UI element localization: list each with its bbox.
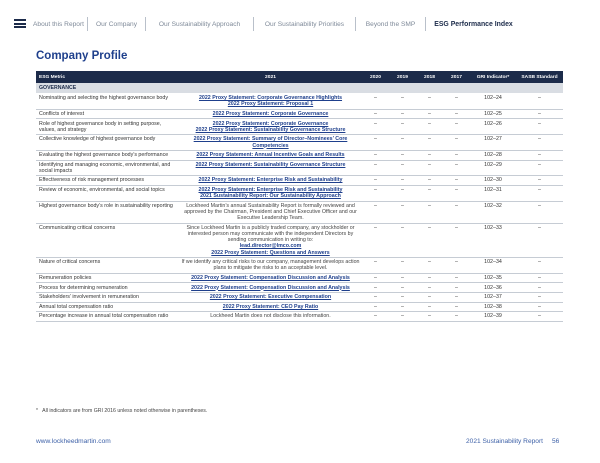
reference-cell (179, 94, 362, 109)
value-y2020: – (374, 294, 377, 301)
gri-indicator-cell: 102–26 (484, 120, 502, 127)
hamburger-menu-icon[interactable] (14, 19, 26, 28)
metric-cell: Percentage increase in annual total compensation ratio (39, 313, 169, 320)
gri-indicator-cell: 102–32 (484, 202, 502, 209)
value-y2017: – (455, 120, 458, 127)
value-y2017: – (455, 294, 458, 301)
reference-cell (179, 274, 362, 283)
gri-indicator-cell: 102–31 (484, 187, 502, 194)
header-sasb-standard: SASB Standard (521, 74, 558, 80)
tab-our-sustainability-approach[interactable]: Our Sustainability Approach (146, 17, 254, 31)
value-y2019: – (401, 161, 404, 168)
table-row (36, 293, 563, 303)
sasb-standard-cell: – (538, 152, 541, 159)
metric-cell: Remuneration policies (39, 274, 92, 281)
sasb-standard-cell: – (538, 274, 541, 281)
reference-cell (179, 202, 362, 223)
esg-table (36, 71, 563, 322)
value-y2020: – (374, 187, 377, 194)
header-gri-indicator: GRI Indicator* (476, 74, 510, 80)
header-2021: 2021 (265, 74, 276, 80)
value-y2019: – (401, 177, 404, 184)
gri-indicator-cell: 102–27 (484, 136, 502, 143)
value-y2019: – (401, 224, 404, 231)
reference-cell (179, 110, 362, 119)
value-y2018: – (428, 95, 431, 102)
reference-cell (179, 186, 362, 201)
metric-cell: Process for determining remuneration (39, 284, 128, 291)
header-esg-metric: ESG Metric (39, 74, 66, 80)
sasb-standard-cell: – (538, 202, 541, 209)
value-y2018: – (428, 120, 431, 127)
value-y2020: – (374, 120, 377, 127)
value-y2020: – (374, 161, 377, 168)
value-y2018: – (428, 274, 431, 281)
value-y2018: – (428, 259, 431, 266)
metric-cell: Role of highest governance body in setting purpose, values, and strategy (39, 120, 162, 133)
reference-link[interactable]: 2022 Proxy Statement: Corporate Governance Highlights (198, 95, 343, 102)
reference-link[interactable]: 2022 Proxy Statement: Compensation Discussion and Analysis (191, 274, 350, 281)
value-y2018: – (428, 110, 431, 117)
tab-about-this-report[interactable]: About this Report (30, 17, 88, 31)
reference-cell (179, 312, 362, 321)
footnote (36, 408, 207, 414)
value-y2017: – (455, 110, 458, 117)
gri-indicator-cell: 102–30 (484, 177, 502, 184)
value-y2018: – (428, 294, 431, 301)
header-2019: 2019 (397, 74, 408, 80)
table-row (36, 161, 563, 177)
metric-cell: Highest governance body’s role in sustainability reporting (39, 202, 173, 209)
value-y2017: – (455, 161, 458, 168)
reference-link[interactable]: 2022 Proxy Statement: Proposal 1 (227, 101, 314, 108)
sasb-standard-cell: – (538, 313, 541, 320)
value-y2018: – (428, 161, 431, 168)
reference-cell (179, 119, 362, 134)
page-title: Company Profile (36, 50, 128, 62)
gri-indicator-cell: 102–34 (484, 259, 502, 266)
sasb-standard-cell: – (538, 294, 541, 301)
table-body (36, 94, 563, 322)
value-y2017: – (455, 274, 458, 281)
table-row (36, 135, 563, 151)
sasb-standard-cell: – (538, 110, 541, 117)
metric-cell: Collective knowledge of highest governance body (39, 136, 156, 143)
gri-indicator-cell: 102–28 (484, 152, 502, 159)
value-y2020: – (374, 152, 377, 159)
metric-cell: Communicating critical concerns (39, 224, 116, 231)
value-y2017: – (455, 152, 458, 159)
sasb-standard-cell: – (538, 136, 541, 143)
table-row (36, 258, 563, 274)
sasb-standard-cell: – (538, 177, 541, 184)
reference-link[interactable]: lead.director@lmco.com (239, 243, 302, 250)
reference-cell (179, 161, 362, 176)
reference-link[interactable]: 2022 Proxy Statement: CEO Pay Ratio (222, 303, 319, 310)
metric-cell: Identifying and managing economic, environmental, and social impacts (39, 161, 171, 174)
value-y2018: – (428, 177, 431, 184)
table-row (36, 202, 563, 224)
gri-indicator-cell: 102–37 (484, 294, 502, 301)
value-y2020: – (374, 274, 377, 281)
value-y2017: – (455, 284, 458, 291)
tab-our-sustainability-priorities[interactable]: Our Sustainability Priorities (254, 17, 356, 31)
table-row (36, 110, 563, 120)
value-y2018: – (428, 303, 431, 310)
value-y2018: – (428, 284, 431, 291)
footer-report-title: 2021 Sustainability Report (466, 438, 543, 445)
value-y2017: – (455, 95, 458, 102)
reference-link[interactable]: 2022 Proxy Statement: Corporate Governance (212, 120, 329, 127)
sasb-standard-cell: – (538, 303, 541, 310)
reference-link[interactable]: 2022 Proxy Statement: Annual Incentive Goals and Results (196, 152, 345, 159)
metric-cell: Nature of critical concerns (39, 259, 101, 266)
reference-link[interactable]: 2022 Proxy Statement: Summary of Director–Nominees’ Core Competencies (193, 136, 348, 149)
reference-link[interactable]: 2022 Proxy Statement: Sustainability Governance Structure (195, 161, 346, 168)
gri-indicator-cell: 102–33 (484, 224, 502, 231)
value-y2019: – (401, 120, 404, 127)
reference-link[interactable]: 2022 Proxy Statement: Executive Compensation (209, 294, 332, 301)
metric-cell: Nominating and selecting the highest governance body (39, 95, 168, 102)
value-y2020: – (374, 95, 377, 102)
metric-cell: Conflicts of interest (39, 110, 85, 117)
gri-indicator-cell: 102–25 (484, 110, 502, 117)
reference-link[interactable]: 2022 Proxy Statement: Enterprise Risk and Sustainability (198, 187, 343, 194)
reference-link[interactable]: 2022 Proxy Statement: Sustainability Governance Structure (195, 126, 346, 133)
value-y2018: – (428, 313, 431, 320)
reference-cell (179, 224, 362, 257)
sasb-standard-cell: – (538, 259, 541, 266)
table-row (36, 303, 563, 313)
table-row (36, 94, 563, 110)
tab-our-company[interactable]: Our Company (88, 17, 146, 31)
top-navigation (0, 0, 600, 44)
value-y2020: – (374, 284, 377, 291)
value-y2018: – (428, 152, 431, 159)
tab-beyond-the-smp[interactable]: Beyond the SMP (356, 17, 426, 31)
footer-page-number: 56 (552, 438, 560, 445)
reference-cell (179, 293, 362, 302)
value-y2018: – (428, 187, 431, 194)
value-y2017: – (455, 259, 458, 266)
reference-cell (179, 135, 362, 150)
sasb-standard-cell: – (538, 284, 541, 291)
table-row (36, 151, 563, 161)
value-y2020: – (374, 202, 377, 209)
value-y2017: – (455, 313, 458, 320)
metric-cell: Review of economic, environmental, and social topics (39, 187, 165, 194)
sasb-standard-cell: – (538, 95, 541, 102)
value-y2017: – (455, 136, 458, 143)
footnote-marker: * (36, 408, 38, 414)
value-y2019: – (401, 202, 404, 209)
value-y2019: – (401, 187, 404, 194)
reference-text: Since Lockheed Martin is a publicly traded company, any stockholder or interested person may communicate with the independent Directors by sending communication in writing to: (186, 224, 355, 244)
footnote-text: All indicators are from GRI 2016 unless noted otherwise in parentheses. (42, 408, 208, 414)
nav-tabs (30, 17, 521, 31)
value-y2019: – (401, 136, 404, 143)
reference-text: Lockheed Martin’s annual Sustainability Report is formally reviewed and approved by the Chairman, President and Chief Executive Officer and our Executive Leadership Team. (184, 202, 357, 222)
value-y2017: – (455, 303, 458, 310)
value-y2017: – (455, 177, 458, 184)
reference-cell (179, 258, 362, 273)
reference-text: If we identify any critical risks to our company, management develops action plans to mitigate the risks to an acceptable level. (181, 259, 360, 272)
gri-indicator-cell: 102–39 (484, 313, 502, 320)
sasb-standard-cell: – (538, 224, 541, 231)
header-2020: 2020 (370, 74, 381, 80)
table-header (36, 71, 563, 83)
footer-url-link[interactable]: www.lockheedmartin.com (36, 438, 111, 445)
header-2018: 2018 (424, 74, 435, 80)
table-row (36, 283, 563, 293)
reference-cell (179, 151, 362, 160)
gri-indicator-cell: 102–36 (484, 284, 502, 291)
metric-cell: Effectiveness of risk management processes (39, 177, 145, 184)
tab-esg-performance-index[interactable]: ESG Performance Index (434, 20, 513, 28)
value-y2019: – (401, 303, 404, 310)
value-y2019: – (401, 152, 404, 159)
sasb-standard-cell: – (538, 187, 541, 194)
table-row (36, 274, 563, 284)
value-y2019: – (401, 274, 404, 281)
section-governance: GOVERNANCE (36, 83, 563, 94)
value-y2019: – (401, 284, 404, 291)
value-y2019: – (401, 294, 404, 301)
value-y2017: – (455, 202, 458, 209)
reference-link[interactable]: 2022 Proxy Statement: Questions and Answers (211, 249, 330, 256)
value-y2020: – (374, 313, 377, 320)
value-y2020: – (374, 224, 377, 231)
reference-link[interactable]: 2022 Proxy Statement: Enterprise Risk and Sustainability (198, 177, 343, 184)
table-row (36, 176, 563, 186)
reference-link[interactable]: 2022 Proxy Statement: Corporate Governance (212, 110, 329, 117)
value-y2019: – (401, 110, 404, 117)
value-y2020: – (374, 303, 377, 310)
table-row (36, 312, 563, 322)
reference-cell (179, 176, 362, 185)
table-row (36, 224, 563, 258)
reference-text: Lockheed Martin does not disclose this information. (210, 313, 331, 320)
value-y2020: – (374, 110, 377, 117)
value-y2020: – (374, 177, 377, 184)
reference-cell (179, 303, 362, 312)
header-2017: 2017 (451, 74, 462, 80)
value-y2020: – (374, 259, 377, 266)
sasb-standard-cell: – (538, 161, 541, 168)
value-y2017: – (455, 187, 458, 194)
metric-cell: Annual total compensation ratio (39, 303, 114, 310)
value-y2019: – (401, 313, 404, 320)
gri-indicator-cell: 102–29 (484, 161, 502, 168)
value-y2019: – (401, 95, 404, 102)
table-row (36, 186, 563, 202)
value-y2019: – (401, 259, 404, 266)
value-y2018: – (428, 202, 431, 209)
gri-indicator-cell: 102–38 (484, 303, 502, 310)
gri-indicator-cell: 102–35 (484, 274, 502, 281)
reference-link[interactable]: 2021 Sustainability Report: Our Sustainability Approach (200, 193, 341, 200)
value-y2020: – (374, 136, 377, 143)
metric-cell: Evaluating the highest governance body’s performance (39, 152, 169, 159)
reference-link[interactable]: 2022 Proxy Statement: Compensation Discussion and Analysis (191, 284, 350, 291)
sasb-standard-cell: – (538, 120, 541, 127)
reference-cell (179, 283, 362, 292)
metric-cell: Stakeholders’ involvement in remuneration (39, 294, 139, 301)
table-row (36, 119, 563, 135)
value-y2018: – (428, 136, 431, 143)
gri-indicator-cell: 102–24 (484, 95, 502, 102)
value-y2017: – (455, 224, 458, 231)
value-y2018: – (428, 224, 431, 231)
